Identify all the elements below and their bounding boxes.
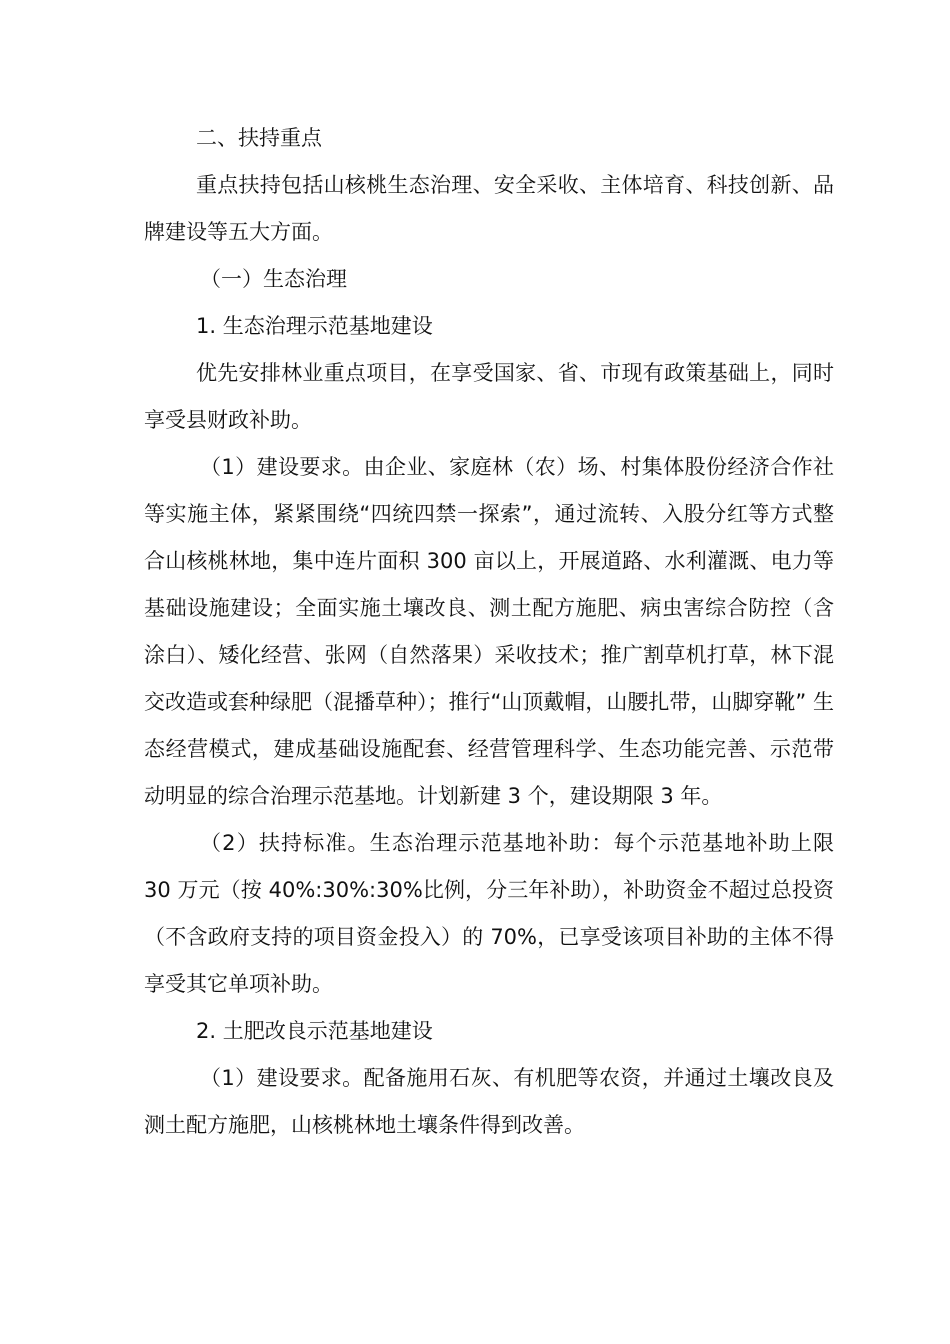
item-heading: 1. 生态治理示范基地建设 bbox=[196, 314, 433, 338]
body-paragraph: （2）扶持标准。生态治理示范基地补助：每个示范基地补助上限 30 万元（按 40%:30%:30%比例，分三年补助），补助资金不超过总投资（不含政府支持的项目资金投入）的 70%，已享受该项目补助的主体不得享受其它单项补助。 bbox=[144, 831, 834, 996]
document-body bbox=[144, 115, 834, 1149]
section-heading: 二、扶持重点 bbox=[196, 126, 322, 150]
body-paragraph: （1）建设要求。由企业、家庭林（农）场、村集体股份经济合作社等实施主体，紧紧围绕“四统四禁一探索”，通过流转、入股分红等方式整合山核桃林地，集中连片面积 300 亩以上，开展道路、水利灌溉、电力等基础设施建设；全面实施土壤改良、测土配方施肥、病虫害综合防控（含涂白）、矮化经营、张网（自然落果）采收技术；推广割草机打草，林下混交改造或套种绿肥（混播草种）；推行“山顶戴帽，山腰扎带，山脚穿靴” 生态经营模式，建成基础设施配套、经营管理科学、生态功能完善、示范带动明显的综合治理示范基地。计划新建 3 个，建设期限 3 年。 bbox=[144, 455, 834, 808]
body-paragraph: 重点扶持包括山核桃生态治理、安全采收、主体培育、科技创新、品牌建设等五大方面。 bbox=[144, 173, 834, 244]
body-paragraph: 优先安排林业重点项目，在享受国家、省、市现有政策基础上，同时享受县财政补助。 bbox=[144, 361, 834, 432]
body-paragraph: （1）建设要求。配备施用石灰、有机肥等农资，并通过土壤改良及测土配方施肥，山核桃林地土壤条件得到改善。 bbox=[144, 1066, 834, 1137]
item-heading: 2. 土肥改良示范基地建设 bbox=[196, 1019, 433, 1043]
subsection-heading: （一）生态治理 bbox=[200, 267, 347, 291]
